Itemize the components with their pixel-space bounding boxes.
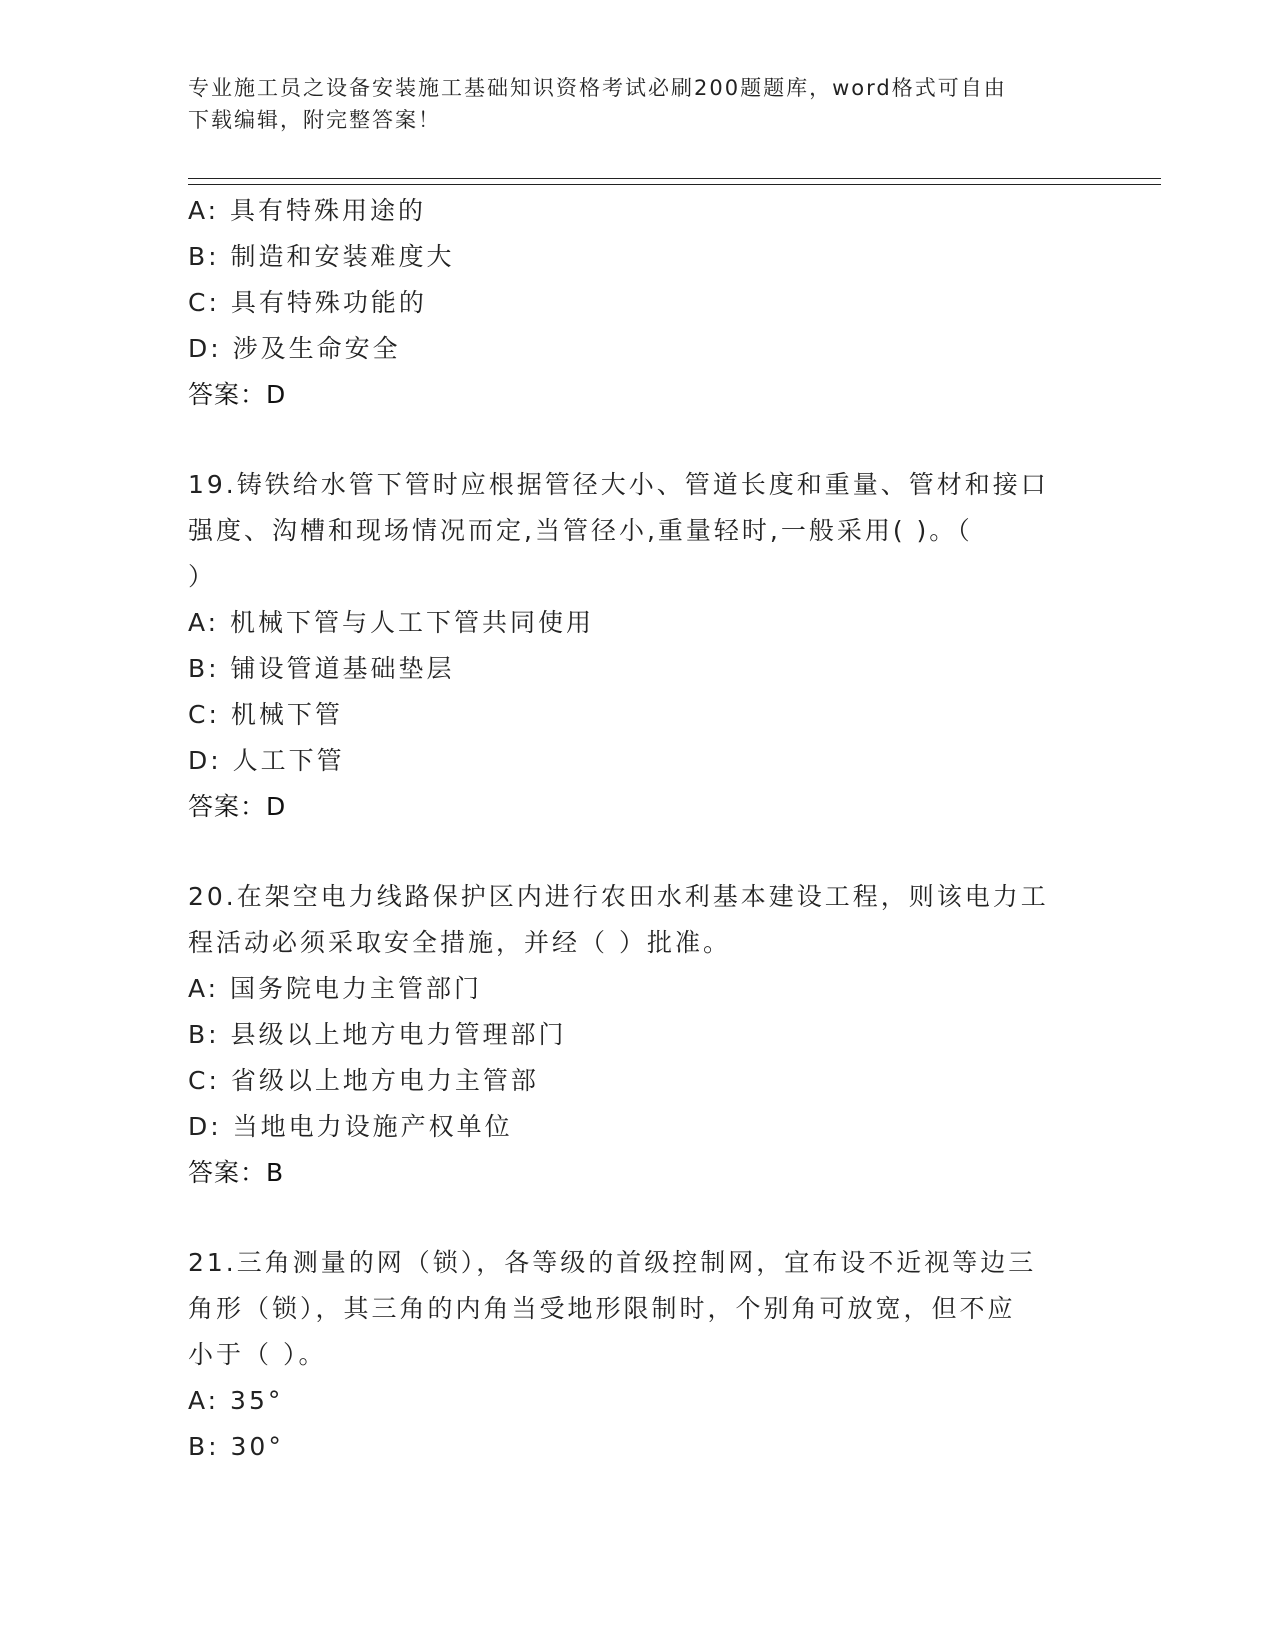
answer-line: 答案：D [188,792,287,821]
option-c: C: 具有特殊功能的 [188,288,427,317]
question-stem-line: 19.铸铁给水管下管时应根据管径大小、管道长度和重量、管材和接口 [188,470,1049,499]
option-a: A: 35° [188,1386,284,1415]
document-body [188,188,1088,1470]
option-b: B: 县级以上地方电力管理部门 [188,1020,567,1049]
header-rule-top [188,178,1161,179]
option-c: C: 省级以上地方电力主管部 [188,1066,539,1095]
question-stem-line: 角形（锁），其三角的内角当受地形限制时，个别角可放宽，但不应 [188,1294,1016,1323]
option-b: B: 制造和安装难度大 [188,242,455,271]
question-stem-line: 程活动必须采取安全措施，并经（ ）批准。 [188,928,731,957]
header-rule-bottom [188,184,1161,185]
spacer [188,830,1088,874]
question-20 [188,874,1088,1196]
header-line-2: 下载编辑，附完整答案！ [188,108,441,132]
option-d: D: 涉及生命安全 [188,334,401,363]
spacer [188,418,1088,462]
question-19 [188,462,1088,830]
answer-line: 答案：D [188,380,287,409]
option-d: D: 当地电力设施产权单位 [188,1112,513,1141]
option-b: B: 铺设管道基础垫层 [188,654,455,683]
answer-line: 答案：B [188,1158,285,1187]
question-stem-line: 强度、沟槽和现场情况而定,当管径小,重量轻时,一般采用( )。（ [188,516,973,545]
option-c: C: 机械下管 [188,700,343,729]
document-header [188,72,1088,136]
question-stem-line: 小于（ ）。 [188,1340,327,1369]
question-stem-line: ） [188,562,217,591]
question-stem-line: 21.三角测量的网（锁），各等级的首级控制网，宜布设不近视等边三 [188,1248,1037,1277]
option-d: D: 人工下管 [188,746,345,775]
spacer [188,1196,1088,1240]
option-b: B: 30° [188,1432,284,1461]
option-a: A: 机械下管与人工下管共同使用 [188,608,595,637]
question-stem-line: 20.在架空电力线路保护区内进行农田水利基本建设工程，则该电力工 [188,882,1049,911]
option-a: A: 具有特殊用途的 [188,196,427,225]
option-a: A: 国务院电力主管部门 [188,974,483,1003]
question-21 [188,1240,1088,1470]
header-line-1: 专业施工员之设备安装施工基础知识资格考试必刷200题题库，word格式可自由 [188,76,1007,100]
question-18 [188,188,1088,418]
